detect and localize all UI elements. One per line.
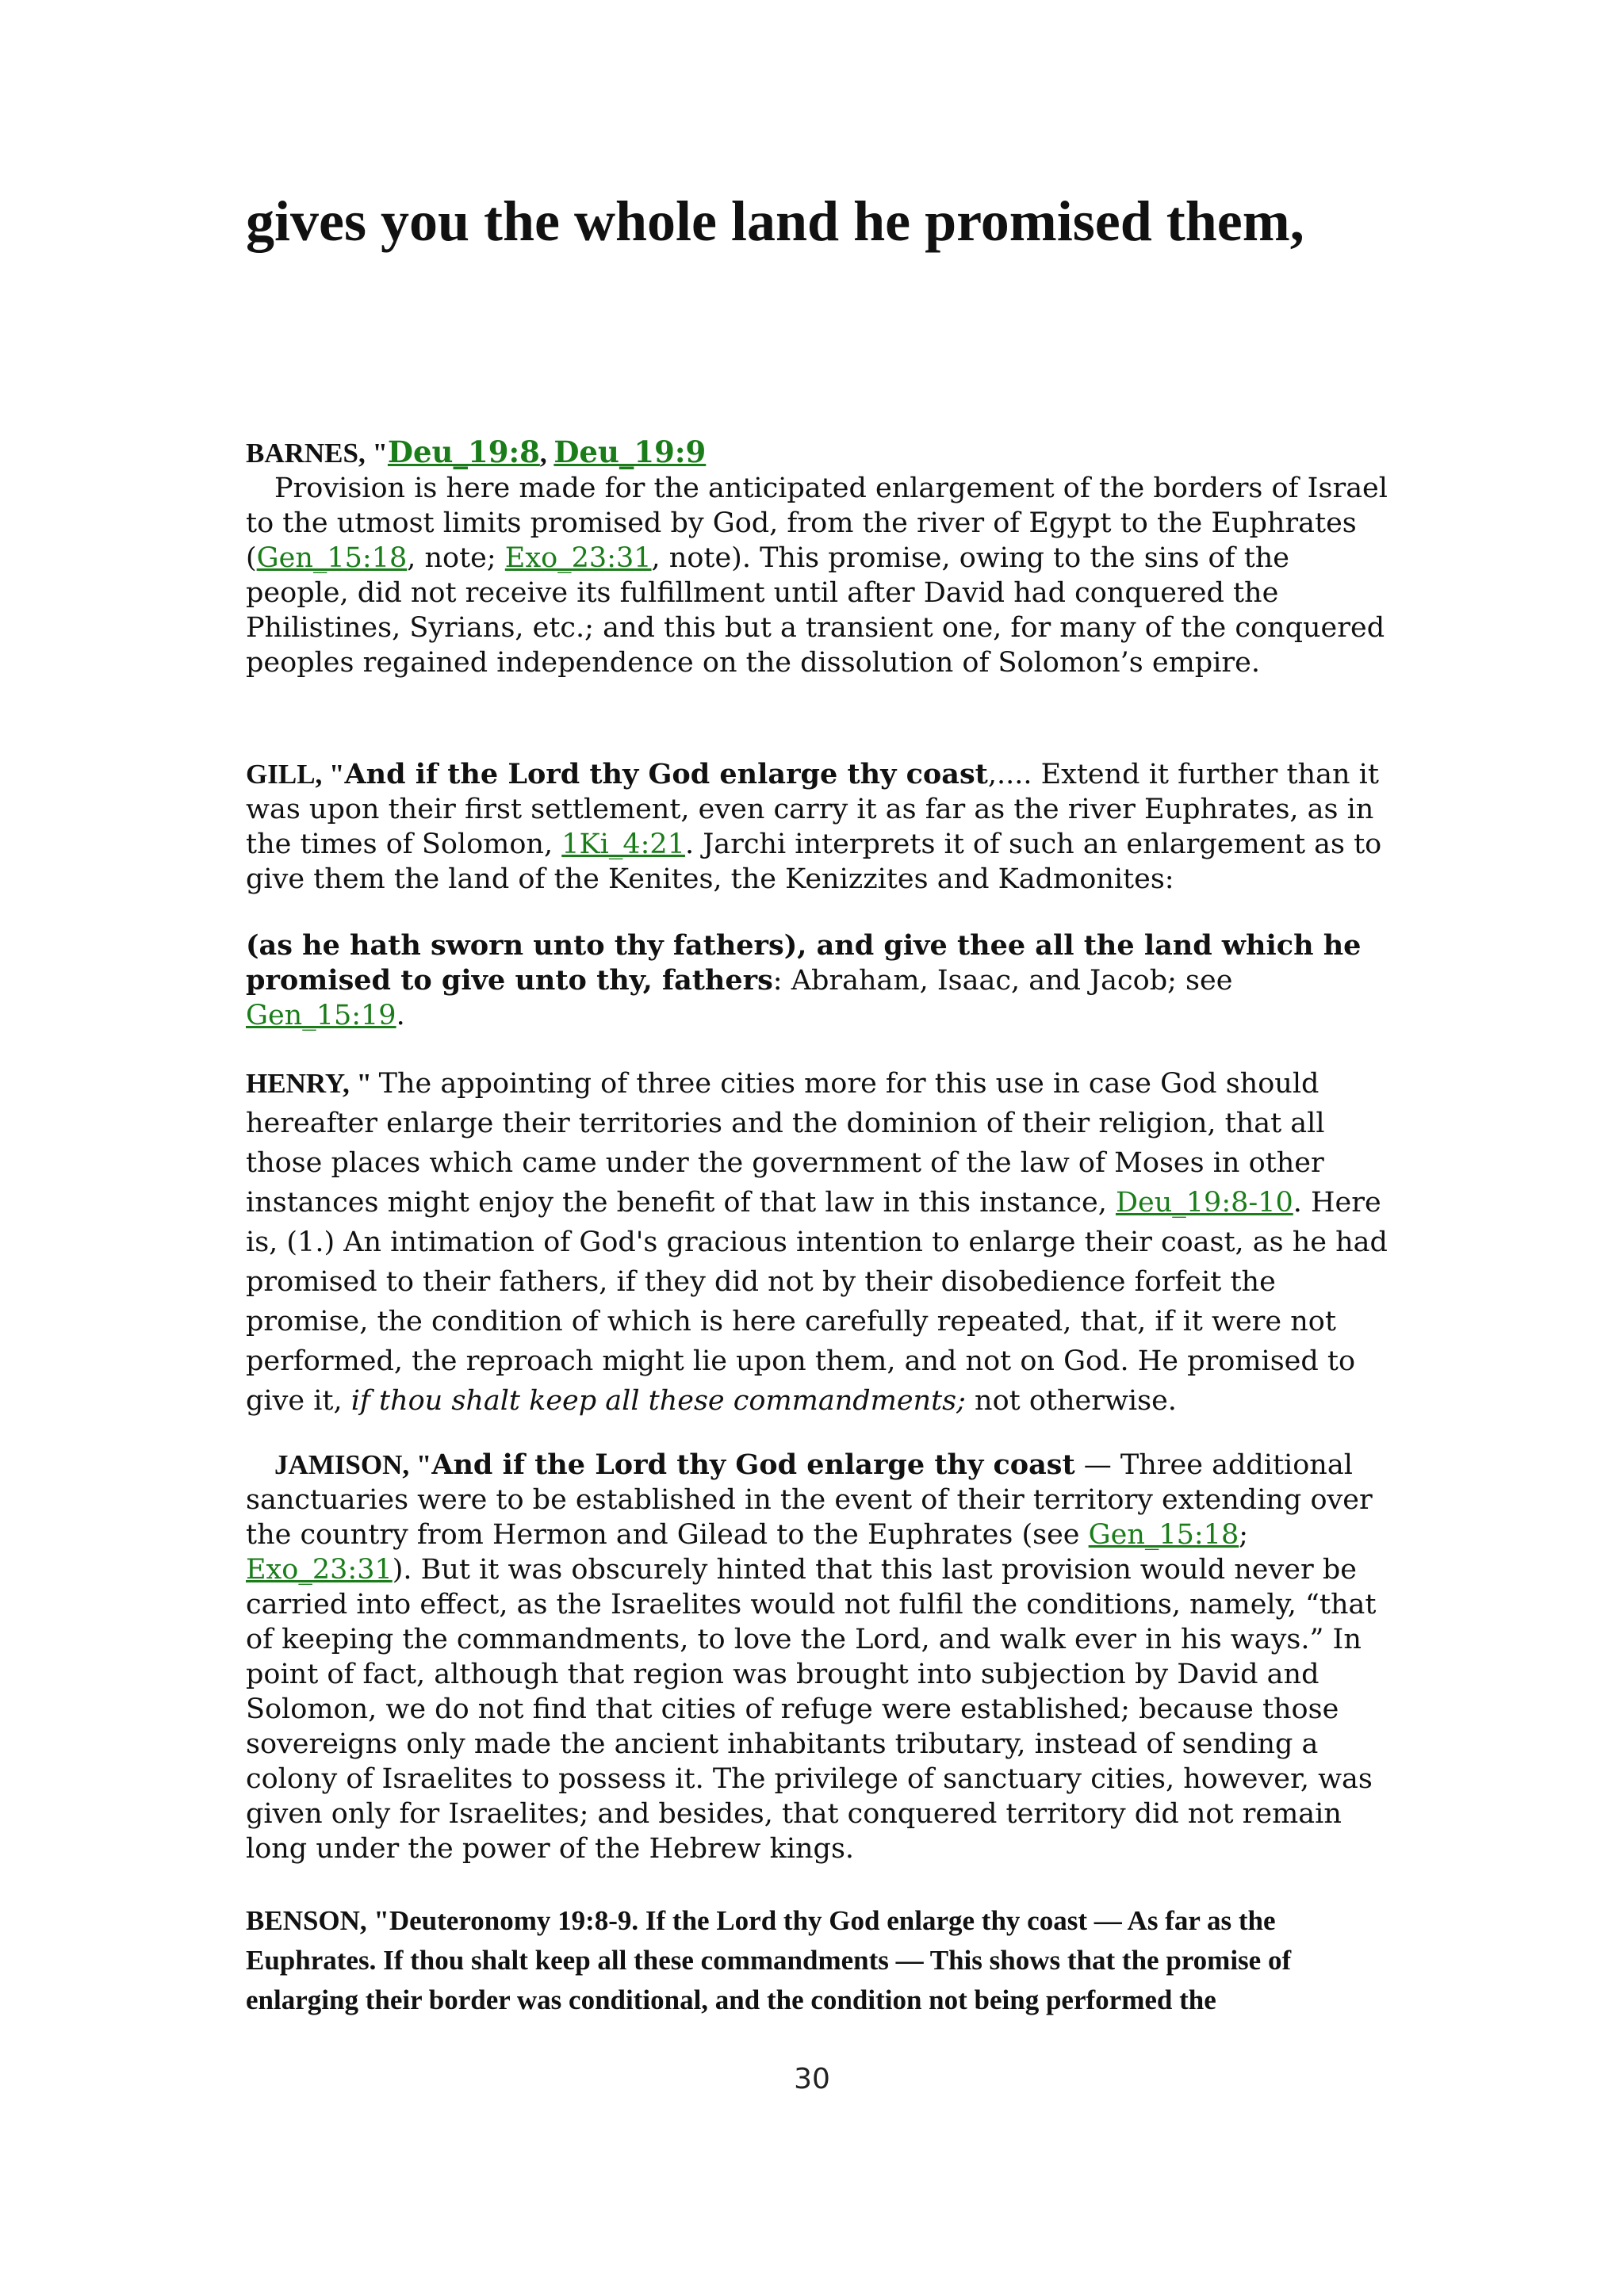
- jamison-text-3: ). But it was obscurely hinted that this last provision would never be carried into effect, as the Israelites would not fulfil the conditions, namely, “that of keeping the commandments, to love the Lord, and walk ever in his ways.” In point of fact, although that region was brought into subjection by David and Solomon, we do not find that cities of refuge were established; because those sovereigns only made the ancient inhabitants tributary, instead of sending a colony of Israelites to possess it. The privilege of sanctuary cities, however, was given only for Israelites; and besides, that conquered territory did not remain long under the power of the Hebrew kings.: [246, 1554, 1377, 1865]
- barnes-header: [246, 434, 1388, 471]
- barnes-comma: ,: [539, 438, 554, 469]
- barnes-text-2: , note;: [407, 542, 505, 574]
- gill-text-1: ,.... Extend it further than it was upon their first settlement, even carry it as far as the river Euphrates, as in the times of Solomon,: [246, 759, 1379, 860]
- henry-text-1: The appointing of three cities more for this use in case God should hereafter enlarge their territories and the dominion of their religion, that all those places which came under the government of the law of Moses in other instances might enjoy the benefit of that law in this instance,: [246, 1068, 1325, 1219]
- gill-section: [246, 757, 1388, 1033]
- henry-text-3: not otherwise.: [965, 1385, 1177, 1417]
- gill-text-4: .: [396, 1000, 405, 1031]
- benson-paragraph: BENSON, "Deuteronomy 19:8-9. If the Lord thy God enlarge thy coast — As far as the Euphrates. If thou shalt keep all these commandments — This shows that the promise of enlarging their border was conditional, and the condition not being performed the: [246, 1905, 1292, 2015]
- benson-section: [246, 1901, 1388, 2020]
- gill-bold-phrase-2: (as he hath sworn unto thy fathers), and give thee all the land which he promised to give unto thy, fathers: [246, 929, 1362, 997]
- page-number: 30: [794, 2063, 830, 2095]
- gill-ref-link-2[interactable]: Gen_15:19: [246, 1000, 396, 1031]
- gill-text-2: . Jarchi interprets it of such an enlargement as to give them the land of the Kenites, the Kenizzites and Kadmonites:: [246, 828, 1382, 895]
- henry-italic-phrase: if thou shalt keep all these commandments;: [350, 1385, 966, 1417]
- gill-text-3: : Abraham, Isaac, and Jacob; see: [772, 965, 1233, 997]
- jamison-tag: JAMISON, ": [274, 1449, 432, 1480]
- gill-bold-phrase-1: And if the Lord thy God enlarge thy coast: [344, 758, 988, 790]
- barnes-text-3: , note). This promise, owing to the sins of the people, did not receive its fulfillment until after David had conquered the Philistines, Syrians, etc.; and this but a transient one, for many of the conquered peoples regained independence on the dissolution of Solomon’s empire.: [246, 542, 1385, 679]
- gill-paragraph-2: [246, 928, 1388, 1033]
- jamison-bold-phrase: And if the Lord thy God enlarge thy coast: [431, 1448, 1075, 1481]
- page-heading: gives you the whole land he promised them,: [246, 189, 1304, 253]
- barnes-ref-link-2[interactable]: Deu_19:9: [553, 434, 707, 469]
- henry-paragraph: [246, 1064, 1388, 1421]
- barnes-body: [246, 471, 1388, 680]
- barnes-tag: BARNES, ": [246, 438, 388, 469]
- henry-tag: HENRY, ": [246, 1068, 379, 1099]
- jamison-ref-link-1[interactable]: Gen_15:18: [1088, 1519, 1239, 1551]
- barnes-text-1: Provision is here made for the anticipated enlargement of the borders of Israel to the utmost limits promised by God, from the river of Egypt to the Euphrates (: [246, 473, 1388, 574]
- jamison-ref-link-2[interactable]: Exo_23:31: [246, 1554, 393, 1586]
- henry-text-2: . Here is, (1.) An intimation of God's gracious intention to enlarge their coast, as he had promised to their fathers, if they did not by their disobedience forfeit the promise, the condition of which is here carefully repeated, that, if it were not performed, the reproach might lie upon them, and not on God. He promised to give it,: [246, 1187, 1388, 1417]
- barnes-ref-link-1[interactable]: Deu_19:8: [387, 434, 540, 469]
- jamison-text-2: ;: [1239, 1519, 1249, 1551]
- henry-section: [246, 1064, 1388, 1421]
- gill-ref-link-1[interactable]: 1Ki_4:21: [561, 828, 685, 860]
- henry-ref-link-1[interactable]: Deu_19:8-10: [1115, 1187, 1293, 1219]
- barnes-ref-link-3[interactable]: Gen_15:18: [256, 542, 408, 574]
- jamison-paragraph: [246, 1448, 1388, 1866]
- jamison-text-1: — Three additional sanctuaries were to be established in the event of their territory extending over the country from Hermon and Gilead to the Euphrates (see: [246, 1449, 1373, 1551]
- barnes-ref-link-4[interactable]: Exo_23:31: [504, 542, 652, 574]
- gill-tag: GILL, ": [246, 759, 345, 790]
- jamison-section: [246, 1448, 1388, 1866]
- gill-paragraph-1: [246, 757, 1388, 897]
- barnes-section: [246, 434, 1388, 680]
